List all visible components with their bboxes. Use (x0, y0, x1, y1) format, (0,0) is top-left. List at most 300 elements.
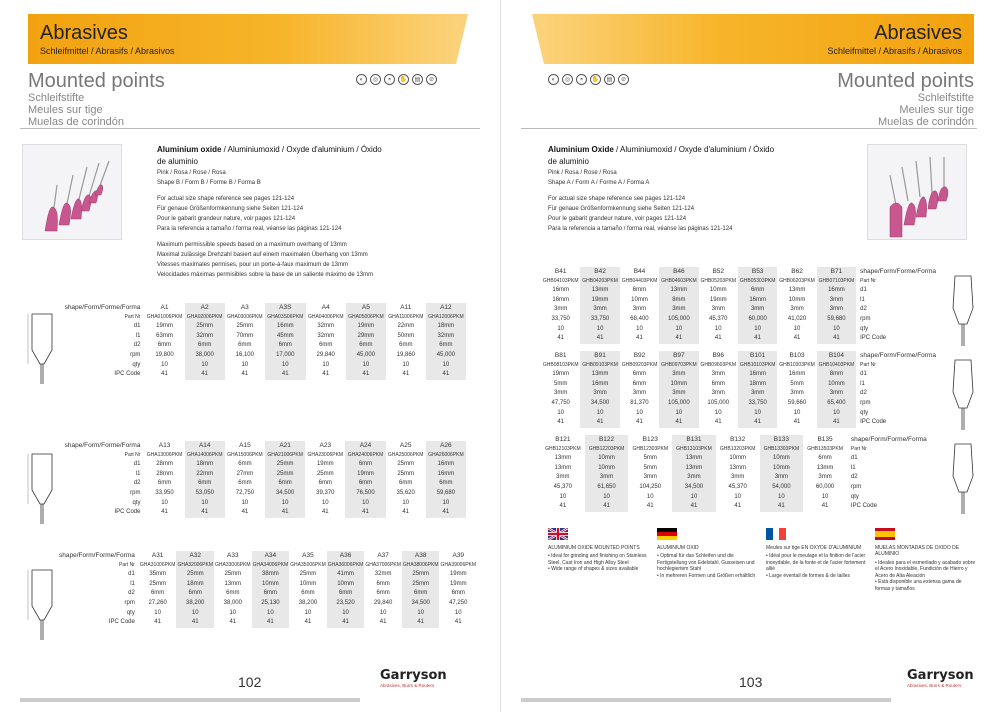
part-row (541, 445, 941, 455)
shape-diagram-b41 (945, 268, 981, 348)
row-label: IPC Code (108, 619, 135, 626)
table-cell: 6mm (399, 342, 413, 349)
table-cell: 6mm (738, 286, 777, 296)
table-cell: 25mm (316, 470, 334, 477)
d2-row (541, 389, 941, 399)
table-cell: 6mm (399, 480, 413, 487)
table-cell: 41 (402, 618, 440, 628)
spec-table-b1 (541, 267, 941, 344)
table-cell: 41 (346, 370, 386, 380)
table-cell: 41 (714, 335, 722, 342)
table-cell: 10mm (659, 380, 698, 390)
table-cell: A34 (252, 551, 290, 561)
table-cell: 41 (557, 335, 565, 342)
table-cell: 45,000 (426, 351, 466, 361)
table-cell: 41 (817, 418, 856, 428)
table-cell: 65,400 (817, 399, 856, 409)
table-cell: GHB09703PKM (659, 361, 698, 371)
l1-row (541, 464, 941, 474)
brand-logo (380, 668, 454, 688)
section-sub-fr: Meules sur tige (899, 104, 974, 116)
table-cell: 10 (229, 609, 237, 616)
table-cell: GHB04203PKM (580, 277, 619, 287)
ref-line-fr: Pour le gabarit grandeur nature, voir pages 121-124 (157, 216, 296, 222)
ipc-row (541, 418, 941, 428)
table-cell: 6mm (150, 590, 165, 597)
d1-row (58, 570, 477, 580)
table-cell: 10 (322, 361, 330, 368)
table-cell: 6mm (157, 342, 172, 349)
table-cell: GHA23006PKM (307, 451, 344, 458)
table-cell: 6mm (632, 371, 647, 378)
table-cell: 10 (580, 409, 619, 419)
product-photo (22, 144, 122, 240)
table-cell: 25mm (402, 570, 440, 580)
table-cell: 3mm (711, 371, 725, 378)
table-cell: GHA12006PKM (426, 313, 466, 323)
table-cell: 19mm (345, 470, 385, 480)
table-cell: 60,000 (738, 315, 777, 325)
table-cell: 3mm (672, 473, 716, 483)
table-cell: B121 (555, 436, 571, 443)
table-cell: 59,660 (787, 399, 807, 406)
l1-row (541, 296, 941, 306)
lang-title-de: ALUMINIUM OXID (657, 544, 699, 551)
table-cell: 3mm (554, 306, 568, 313)
table-cell: 10 (580, 325, 619, 335)
table-cell: 16mm (817, 286, 856, 296)
ear-protection-icon: ◎ (562, 74, 573, 85)
lang-line: • Wide range of shapes & sizes available (548, 566, 639, 572)
table-cell: 38,200 (176, 599, 214, 609)
table-cell: GHA04006PKM (307, 313, 344, 320)
table-cell: B122 (585, 435, 629, 445)
table-cell: GHB10403PKM (817, 361, 856, 371)
table-cell: 41 (738, 418, 777, 428)
shape-diagram-a (24, 306, 60, 386)
table-cell: 13mm (729, 464, 746, 471)
table-cell: 10 (426, 361, 466, 371)
d1-row (541, 370, 941, 380)
rpm-row (541, 483, 941, 493)
section-sub-de: Schleifstifte (917, 92, 974, 104)
table-cell: 16mm (580, 380, 619, 390)
table-cell: 10 (345, 499, 385, 509)
table-cell: 54,000 (760, 483, 804, 493)
row-label: rpm (124, 599, 135, 606)
table-cell: GHA32006PKM (176, 561, 214, 571)
table-cell: 10mm (299, 580, 317, 587)
manual-icon: ▤ (604, 74, 615, 85)
table-cell: 3mm (556, 474, 570, 481)
table-cell: A13 (158, 442, 171, 449)
d2-row (58, 341, 466, 351)
table-cell: GHB13503PKM (807, 445, 843, 452)
d1-row (58, 322, 466, 332)
ipc-row (58, 508, 466, 518)
glove-icon: ✋ (398, 74, 409, 85)
table-cell: 25mm (265, 470, 305, 480)
table-cell: A5 (346, 303, 386, 313)
table-cell: A1 (160, 304, 169, 311)
row-label: shape/Form/Forme/Forma (860, 352, 936, 359)
table-cell: 5mm (790, 380, 804, 387)
table-cell: GHA01006PKM (146, 313, 183, 320)
table-cell: GHB12203PKM (585, 445, 629, 455)
spain-flag-icon (875, 528, 895, 540)
table-cell: 10 (402, 361, 410, 368)
table-cell: 18mm (176, 580, 214, 590)
section-sub-es: Muelas de corindón (28, 116, 125, 128)
table-cell: 13mm (788, 287, 806, 294)
table-cell: B133 (760, 435, 804, 445)
table-cell: 41 (161, 371, 168, 378)
table-cell: 41 (229, 619, 237, 626)
table-cell: 13mm (580, 286, 619, 296)
divider (20, 128, 480, 129)
table-cell: 10 (265, 361, 306, 371)
footer-rule (20, 698, 360, 702)
table-cell: 25mm (265, 460, 305, 470)
brand-logo (907, 668, 981, 688)
table-cell: 41 (636, 419, 643, 426)
row-label: qty (860, 409, 869, 416)
qty-row (58, 361, 466, 371)
table-cell: A12 (426, 303, 466, 313)
table-cell: 10 (659, 325, 698, 335)
table-cell: 41 (322, 371, 330, 378)
table-cell: A35 (302, 552, 314, 559)
table-cell: GHB10303PKM (779, 361, 815, 368)
speed-line-en: Maximum permissible speeds based on a maximum overhang of 13mm (157, 242, 347, 248)
table-cell: 10 (659, 409, 698, 419)
table-cell: GHA39006PKM (440, 561, 477, 568)
table-cell: 41 (241, 509, 249, 516)
ipc-row (58, 618, 477, 628)
description-heading (157, 144, 387, 168)
table-cell: 23,520 (327, 599, 365, 609)
header-bar (28, 14, 456, 64)
table-cell: 25mm (224, 571, 242, 578)
table-cell: 45,370 (709, 315, 728, 322)
mask-icon: ◓ (576, 74, 587, 85)
row-label: d2 (860, 390, 867, 397)
row-label: d1 (860, 287, 867, 294)
table-cell: 41 (176, 618, 214, 628)
table-cell: 10 (321, 499, 329, 506)
table-cell: 10 (557, 325, 565, 332)
table-cell: 22mm (185, 470, 225, 480)
brand-name: Garryson (380, 668, 447, 683)
table-cell: 13mm (554, 455, 572, 462)
table-cell: GHB12303PKM (632, 445, 669, 452)
table-cell: 41 (659, 418, 698, 428)
table-cell: 6mm (265, 479, 305, 489)
table-cell: 41 (580, 418, 619, 428)
table-cell: 3mm (730, 474, 745, 481)
table-cell: B103 (789, 352, 805, 359)
table-cell: 41 (734, 503, 741, 510)
row-label: Part Nr (119, 561, 135, 568)
uk-flag-icon (548, 528, 568, 540)
table-cell: 6mm (185, 341, 225, 351)
table-cell: 13mm (580, 370, 619, 380)
table-cell: GHA38006PKM (402, 561, 440, 571)
table-cell: 10 (734, 493, 741, 500)
table-cell: GHA36006PKM (327, 561, 365, 571)
table-cell: 25mm (397, 461, 415, 468)
table-cell: A3S (265, 303, 306, 313)
rpm-row (58, 599, 477, 609)
table-cell: 10 (346, 361, 386, 371)
row-label: Part Nr (860, 361, 876, 368)
table-cell: 28mm (156, 461, 173, 468)
table-cell: 8mm (659, 296, 698, 306)
row-label: rpm (130, 351, 141, 358)
section-sub-de: Schleifstifte (28, 92, 85, 104)
table-cell: 10 (817, 409, 856, 419)
table-cell: 25mm (185, 322, 225, 332)
table-cell: 13mm (816, 464, 834, 471)
table-cell: 3mm (790, 390, 804, 397)
table-cell: B41 (554, 268, 567, 275)
rpm-row (58, 489, 466, 499)
lang-block-en (548, 528, 651, 592)
row-label: qty (132, 361, 141, 368)
row-label: IPC Code (850, 503, 877, 510)
lang-line: • Large éventail de formes & de tailles (766, 572, 851, 579)
table-cell: 10 (402, 499, 410, 506)
glove-icon: ✋ (590, 74, 601, 85)
product-description (157, 144, 387, 280)
table-cell: GHB13103PKM (672, 445, 716, 455)
table-cell: 3mm (711, 390, 725, 397)
lang-title-en: ALUMINIUM OXIDE MOUNTED POINTS (548, 544, 640, 551)
table-cell: 41 (557, 419, 565, 426)
l1-row (58, 470, 466, 480)
table-cell: A32 (176, 551, 214, 561)
qty-row (541, 493, 941, 503)
table-cell: 32mm (426, 332, 466, 342)
row-label: d2 (133, 342, 141, 349)
ref-line-es: Para la referencia a tamaño / forma real, véanse las páginas 121-124 (157, 226, 342, 232)
lang-line: • Ideal for grinding and finishing on Stainless Steel, Cast Iron and High Alloy Steel (548, 553, 647, 566)
table-cell: GHA25006PKM (387, 451, 424, 458)
table-cell: 41 (265, 370, 306, 380)
d2-row (58, 589, 477, 599)
table-cell: GHB12103PKM (545, 445, 581, 452)
table-cell: 6mm (157, 480, 172, 487)
table-cell: A15 (239, 442, 251, 449)
row-label: d1 (860, 371, 867, 378)
table-cell: B46 (659, 267, 698, 277)
table-cell: 3mm (580, 389, 619, 399)
d2-row (541, 473, 941, 483)
color-line: Pink / Rosa / Rose / Rosa (157, 170, 226, 176)
table-cell: 81,370 (630, 399, 649, 406)
table-cell: 3mm (580, 305, 619, 315)
shape-diagram-b81 (945, 352, 981, 432)
table-cell: 59,680 (817, 315, 856, 325)
table-cell: 16,100 (235, 351, 254, 358)
table-cell: 41 (817, 334, 856, 344)
table-cell: GHA24006PKM (345, 451, 385, 461)
row-label: d2 (860, 306, 867, 313)
table-cell: 41 (426, 370, 466, 380)
table-cell: 61,650 (585, 483, 629, 493)
table-cell: A37 (377, 552, 389, 559)
part-row (541, 361, 941, 371)
row-label: rpm (130, 489, 141, 496)
table-cell: 10 (714, 409, 722, 416)
header-tab (532, 14, 544, 64)
table-cell: 70mm (236, 332, 254, 339)
table-cell: 10 (304, 609, 312, 616)
table-cell: 35mm (149, 571, 166, 578)
table-cell: 13mm (224, 580, 242, 587)
table-cell: GHA34006PKM (252, 561, 290, 571)
table-cell: GHA15006PKM (227, 451, 263, 458)
table-cell: 10 (185, 361, 225, 371)
table-cell: GHA21006PKM (265, 451, 305, 461)
table-cell: 19mm (552, 371, 570, 378)
table-cell: 10 (154, 609, 161, 616)
table-cell: 10mm (817, 380, 856, 390)
no-symbol-icon: ⊘ (618, 74, 629, 85)
qty-row (541, 325, 941, 335)
row-label: Part Nr (124, 313, 141, 320)
table-cell: 41 (585, 502, 629, 512)
table-cell: 3mm (817, 305, 856, 315)
table-cell: 45,000 (346, 351, 386, 361)
table-cell: 29mm (346, 332, 386, 342)
table-cell: 10 (636, 325, 643, 332)
table-cell: 10 (327, 609, 365, 619)
table-cell: 16mm (426, 460, 466, 470)
table-cell: B97 (659, 351, 698, 361)
l1-row (541, 380, 941, 390)
table-cell: 41 (559, 503, 567, 510)
table-cell: 10mm (788, 296, 806, 303)
table-cell: 19mm (346, 322, 386, 332)
table-cell: 50mm (397, 332, 415, 339)
row-label: qty (132, 499, 141, 506)
table-cell: 47,250 (449, 599, 468, 606)
table-cell: 3mm (659, 370, 698, 380)
ipc-row (58, 370, 466, 380)
table-cell: 6mm (345, 460, 385, 470)
section-title: Mounted points (28, 70, 165, 92)
table-cell: 16mm (738, 370, 777, 380)
table-cell: 5mm (554, 380, 568, 387)
table-cell: A3 (240, 304, 249, 311)
table-cell: GHB10103PKM (738, 361, 777, 371)
shape-row (541, 267, 941, 277)
row-label: d1 (128, 571, 135, 578)
table-cell: 6mm (451, 590, 465, 597)
table-cell: B81 (554, 352, 567, 359)
table-cell: 3mm (632, 390, 647, 397)
table-cell: 10 (793, 409, 801, 416)
qty-row (58, 499, 466, 509)
france-flag-icon (766, 528, 786, 540)
lang-line: • Está disponible una extensa gama de formas y tamaños (875, 579, 962, 592)
part-row (58, 313, 466, 323)
table-cell: 6mm (426, 479, 466, 489)
shape-line: Shape B / Form B / Forme B / Forma B (157, 180, 261, 186)
table-cell: 10 (817, 325, 856, 335)
manual-icon: ▤ (412, 74, 423, 85)
table-cell: B62 (791, 268, 803, 275)
table-cell: 10 (265, 499, 305, 509)
table-cell: 19mm (156, 323, 173, 330)
table-cell: 41 (454, 619, 462, 626)
table-cell: 3mm (643, 474, 657, 481)
spec-table-b2 (541, 351, 941, 428)
row-label: l1 (135, 470, 141, 477)
table-cell: 6mm (319, 342, 333, 349)
table-cell: 5mm (643, 455, 657, 462)
header-tab (456, 14, 468, 64)
table-cell: 105,000 (659, 399, 698, 409)
table-cell: 10 (585, 493, 629, 503)
table-cell: 10 (252, 609, 290, 619)
table-cell: GHA33006PKM (215, 561, 251, 568)
table-cell: A11 (400, 304, 412, 311)
table-cell: 41 (426, 508, 466, 518)
table-cell: GHB04103PKM (542, 277, 579, 284)
table-cell: 10mm (585, 464, 629, 474)
table-cell: 3mm (711, 306, 725, 313)
table-cell: 6mm (265, 341, 306, 351)
table-cell: 10 (714, 325, 722, 332)
table-cell: 10 (241, 499, 249, 506)
ref-line-es: Para la referencia a tamaño / forma real, véanse las páginas 121-124 (548, 226, 733, 232)
table-cell: GHA37006PKM (365, 561, 401, 568)
table-cell: B53 (738, 267, 777, 277)
table-cell: 10mm (709, 287, 727, 294)
table-cell: 10mm (252, 580, 290, 590)
table-cell: 33,750 (551, 315, 570, 322)
table-cell: 41 (402, 371, 410, 378)
lang-block-es (875, 528, 978, 592)
qty-row (541, 409, 941, 419)
table-cell: 13mm (659, 286, 698, 296)
table-cell: 16mm (788, 371, 806, 378)
table-cell: GHA26006PKM (426, 451, 466, 461)
table-cell: 41 (738, 334, 777, 344)
header-title: Abrasives (874, 22, 962, 44)
page-right (500, 0, 1000, 712)
table-cell: 53,050 (185, 489, 225, 499)
table-cell: 25,130 (252, 599, 290, 609)
section-title-block (837, 70, 974, 128)
table-cell: 63mm (156, 332, 173, 339)
table-cell: 10 (426, 499, 466, 509)
table-cell: GHA31006PKM (139, 561, 176, 568)
row-label: qty (850, 493, 859, 500)
table-cell: 10 (241, 361, 249, 368)
table-cell: 38,000 (223, 599, 242, 606)
heading-bold: Aluminium Oxide (548, 145, 614, 154)
table-cell: 10 (176, 609, 214, 619)
table-cell: 29,840 (316, 351, 335, 358)
table-cell: 6mm (345, 479, 385, 489)
page-number: 102 (238, 674, 262, 690)
ear-protection-icon: ◎ (370, 74, 381, 85)
table-cell: 25mm (402, 580, 440, 590)
table-cell: 25mm (299, 571, 317, 578)
